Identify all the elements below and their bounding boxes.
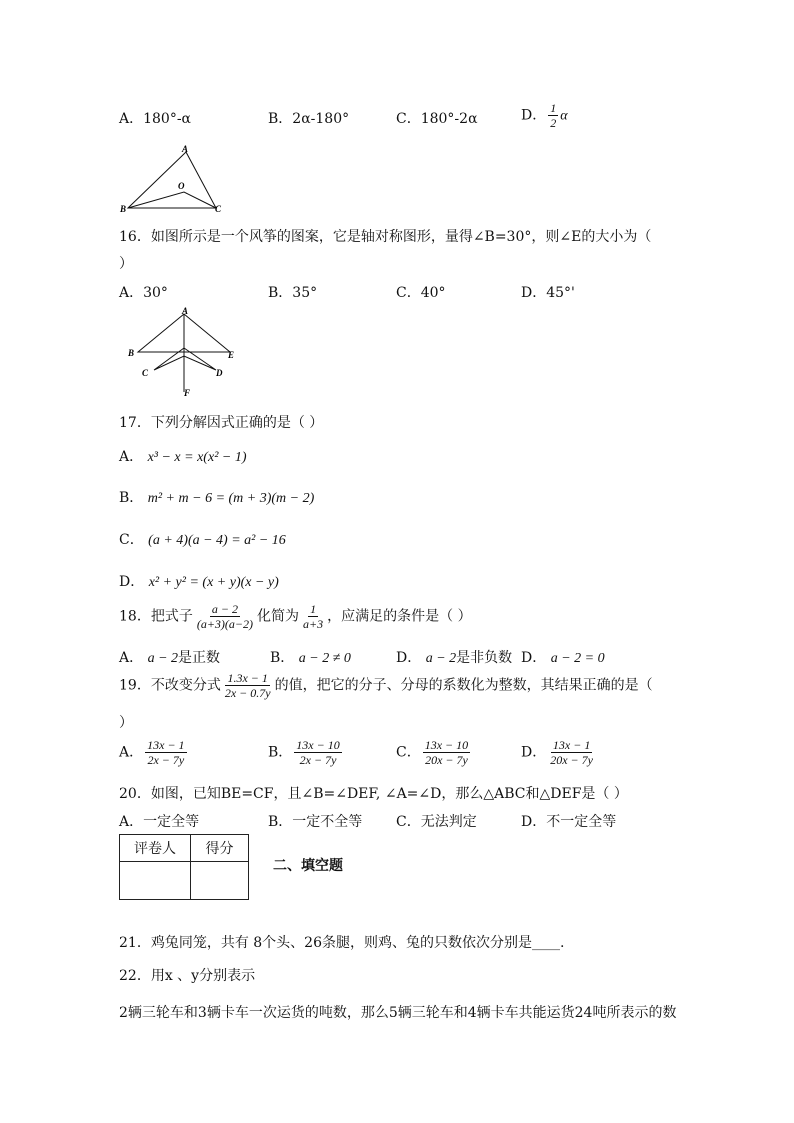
label-a: A	[182, 144, 189, 154]
fraction-numerator: 1	[550, 101, 557, 115]
fraction-denominator: 2x − 7y	[147, 753, 185, 767]
q19-prefix: 19．不改变分式	[119, 677, 221, 694]
q19-stem	[119, 671, 653, 700]
q15-option-d-label: D．	[521, 107, 547, 124]
option-expression: x² + y² = (x + y)(x − y)	[148, 575, 279, 590]
label-f: F	[184, 388, 191, 398]
q17-stem: 17．下列分解因式正确的是（ ）	[119, 415, 324, 431]
q20-option-b: B．一定不全等	[268, 814, 363, 830]
option-label: B．	[270, 650, 295, 666]
fraction-denominator: 20x − 7y	[425, 753, 468, 767]
q20-option-a: A．一定全等	[119, 814, 200, 830]
q15-option-a: A．180°-α	[119, 111, 192, 127]
option-expression: a − 2	[425, 651, 457, 666]
option-fraction	[145, 738, 186, 767]
q22-stem-continued: 2辆三轮车和3辆卡车一次运货的吨数，那么5辆三轮车和4辆卡车共能运货24吨所表示的数	[119, 1005, 677, 1021]
label-c: C	[215, 204, 222, 214]
option-expression: a − 2 = 0	[550, 651, 605, 666]
q15-option-c: C．180°-2α	[396, 111, 478, 127]
q17-option-a	[119, 446, 247, 466]
label-b: B	[128, 348, 135, 358]
q18-option-c	[396, 647, 512, 667]
q16-option-d: D．45°'	[521, 285, 575, 301]
option-label: C．	[396, 744, 421, 761]
q19-suffix: 的值，把它的分子、分母的系数化为整数，其结果正确的是（	[274, 677, 653, 694]
option-fraction	[423, 738, 470, 767]
fraction-denominator: 2	[550, 116, 557, 130]
fraction-numerator: a − 2	[211, 602, 238, 616]
q17-option-d	[119, 571, 279, 591]
option-expression: a − 2	[147, 651, 179, 666]
label-e: E	[228, 350, 235, 360]
q16-option-a: A．30°	[119, 285, 168, 301]
fraction-numerator: 13x − 1	[552, 738, 591, 752]
option-label: D．	[119, 574, 145, 590]
q20-stem: 20．如图，已知BE=CF，且∠B=∠DEF, ∠A=∠D，那么△ABC和△DEF是（ ）	[119, 786, 628, 802]
fraction-numerator: 1	[310, 602, 317, 616]
option-text: 是正数	[178, 650, 221, 666]
score-header: 得分	[191, 835, 249, 862]
label-c: C	[142, 368, 149, 378]
fraction-denominator: a+3	[303, 617, 324, 631]
fraction-numerator: 13x − 1	[147, 738, 185, 752]
q19-fraction	[223, 671, 273, 700]
option-text: 是非负数	[456, 650, 513, 666]
q21-stem: 21．鸡兔同笼，共有 8个头、26条腿，则鸡、兔的只数依次分别是____.	[119, 935, 565, 951]
q19-option-a	[119, 738, 189, 767]
q19-option-b	[268, 738, 344, 767]
q20-option-d: D．不一定全等	[521, 814, 617, 830]
grader-cell[interactable]	[120, 862, 191, 900]
q16-option-c: C．40°	[396, 285, 446, 301]
section-title: 二、填空题	[273, 858, 343, 874]
label-d: D	[216, 368, 223, 378]
option-label: D．	[396, 650, 422, 666]
score-table	[119, 834, 249, 900]
fraction-denominator: 2x − 7y	[299, 753, 337, 767]
score-cell[interactable]	[191, 862, 249, 900]
q16-option-b: B．35°	[268, 285, 318, 301]
option-label: B．	[119, 490, 144, 506]
fraction-numerator: 13x − 10	[296, 738, 340, 752]
option-label: B．	[268, 744, 293, 761]
triangle-figure	[118, 144, 228, 216]
q16-stem-end: ）	[119, 256, 133, 272]
q17-option-b	[119, 487, 314, 507]
q18-fraction-1	[195, 602, 255, 631]
q19-option-c	[396, 738, 472, 767]
option-label: A．	[119, 744, 144, 761]
q15-option-d-fraction	[548, 101, 558, 130]
fraction-denominator: (a+3)(a−2)	[196, 617, 254, 631]
option-label: D．	[521, 744, 547, 761]
label-b: B	[120, 204, 127, 214]
q18-prefix: 18．把式子	[119, 608, 193, 625]
option-expression: m² + m − 6 = (m + 3)(m − 2)	[147, 491, 315, 506]
option-label: A．	[119, 650, 144, 666]
q18-option-d	[521, 647, 605, 667]
fraction-denominator: 20x − 7y	[550, 753, 593, 767]
label-o: O	[178, 181, 185, 191]
option-expression: a − 2 ≠ 0	[298, 651, 351, 666]
q18-option-a	[119, 647, 220, 667]
option-expression: (a + 4)(a − 4) = a² − 16	[148, 533, 286, 548]
q18-fraction-2	[301, 602, 325, 631]
option-fraction	[548, 738, 595, 767]
q18-stem	[119, 602, 472, 631]
q19-option-d	[521, 738, 597, 767]
q15-option-d-alpha: α	[560, 108, 568, 124]
option-fraction	[294, 738, 341, 767]
q20-option-c: C．无法判定	[396, 814, 477, 830]
q16-stem: 16．如图所示是一个风筝的图案，它是轴对称图形，量得∠B=30°，则∠E的大小为（	[119, 229, 652, 245]
option-label: D．	[521, 650, 547, 666]
q18-mid: 化简为	[257, 608, 300, 625]
q19-stem-end: ）	[119, 715, 133, 731]
label-a: A	[182, 306, 189, 316]
fraction-numerator: 1.3x − 1	[227, 671, 268, 685]
q22-stem: 22．用x 、y分别表示	[119, 968, 256, 984]
grader-header: 评卷人	[120, 835, 191, 862]
q18-option-b	[270, 647, 351, 667]
option-label: C．	[119, 532, 144, 548]
q17-option-c	[119, 529, 286, 549]
fraction-numerator: 13x − 10	[424, 738, 469, 752]
q18-suffix: ，应满足的条件是（ ）	[327, 608, 472, 625]
q15-option-d	[521, 101, 568, 130]
kite-figure	[124, 306, 244, 398]
option-label: A．	[119, 449, 144, 465]
option-expression: x³ − x = x(x² − 1)	[147, 450, 247, 465]
fraction-denominator: 2x − 0.7y	[224, 686, 271, 700]
q15-option-b: B．2α-180°	[268, 111, 350, 127]
